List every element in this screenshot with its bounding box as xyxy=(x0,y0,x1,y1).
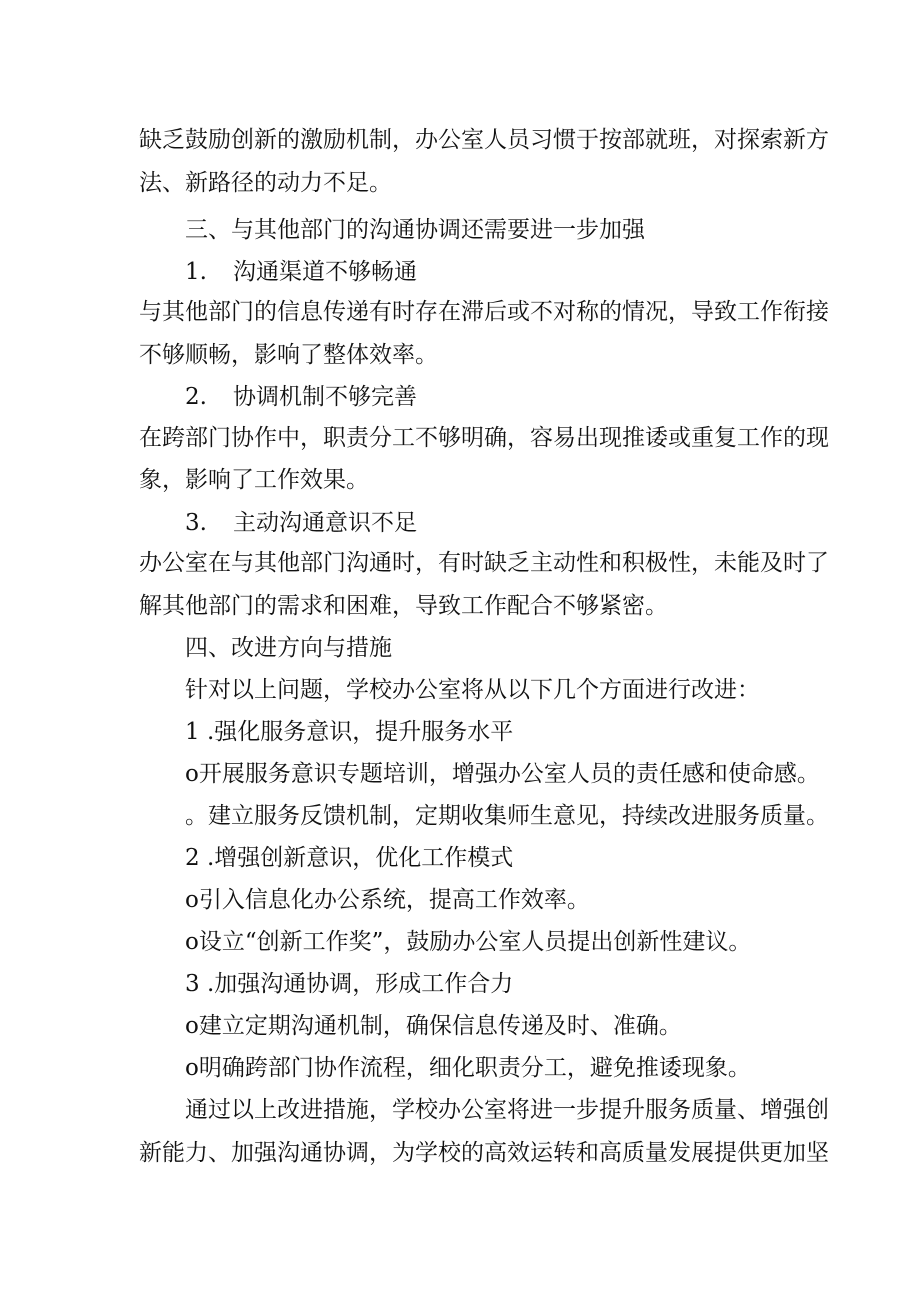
bullet-item: 。建立服务反馈机制，定期收集师生意见，持续改进服务质量。 xyxy=(185,803,829,829)
group-title: 2 .增强创新意识，优化工作模式 xyxy=(185,845,514,871)
item-title: 沟通渠道不够畅通 xyxy=(233,259,417,285)
bullet-item: o建立定期沟通机制，确保信息传递及时、准确。 xyxy=(185,1013,682,1039)
paragraph-line: 新能力、加强沟通协调，为学校的高效运转和高质量发展提供更加坚 xyxy=(139,1140,829,1166)
bullet-item: o引入信息化办公系统，提高工作效率。 xyxy=(185,887,590,913)
item-number: 1. xyxy=(185,259,207,285)
paragraph-line: 解其他部门的需求和困难，导致工作配合不够紧密。 xyxy=(139,593,668,619)
numbered-heading xyxy=(185,508,417,538)
paragraph-line: 与其他部门的信息传递有时存在滞后或不对称的情况，导致工作衔接 xyxy=(139,299,829,325)
group-title: 1 .强化服务意识，提升服务水平 xyxy=(185,719,514,745)
paragraph-line: 缺乏鼓励创新的激励机制，办公室人员习惯于按部就班，对探索新方 xyxy=(139,127,829,153)
paragraph-line: 不够顺畅，影响了整体效率。 xyxy=(139,342,438,368)
section-heading: 四、改进方向与措施 xyxy=(185,635,392,661)
paragraph-line: 办公室在与其他部门沟通时，有时缺乏主动性和积极性，未能及时了 xyxy=(139,550,829,576)
numbered-heading xyxy=(185,382,417,412)
item-title: 主动沟通意识不足 xyxy=(233,510,417,536)
bullet-item: o明确跨部门协作流程，细化职责分工，避免推诿现象。 xyxy=(185,1055,751,1081)
paragraph-line: 在跨部门协作中，职责分工不够明确，容易出现推诿或重复工作的现 xyxy=(139,425,829,451)
item-title: 协调机制不够完善 xyxy=(233,384,417,410)
group-title: 3 .加强沟通协调，形成工作合力 xyxy=(185,971,514,997)
item-number: 2. xyxy=(185,384,207,410)
section-heading: 三、与其他部门的沟通协调还需要进一步加强 xyxy=(185,217,645,243)
paragraph-line: 针对以上问题，学校办公室将从以下几个方面进行改进： xyxy=(185,677,760,703)
paragraph-line: 通过以上改进措施，学校办公室将进一步提升服务质量、增强创 xyxy=(185,1097,829,1123)
bullet-item: o开展服务意识专题培训，增强办公室人员的责任感和使命感。 xyxy=(185,761,820,787)
paragraph-line: 法、新路径的动力不足。 xyxy=(139,170,392,196)
paragraph-line: 象，影响了工作效果。 xyxy=(139,467,369,493)
bullet-item: o设立“创新工作奖”，鼓励办公室人员提出创新性建议。 xyxy=(185,929,752,955)
item-number: 3. xyxy=(185,510,207,536)
numbered-heading xyxy=(185,257,417,287)
